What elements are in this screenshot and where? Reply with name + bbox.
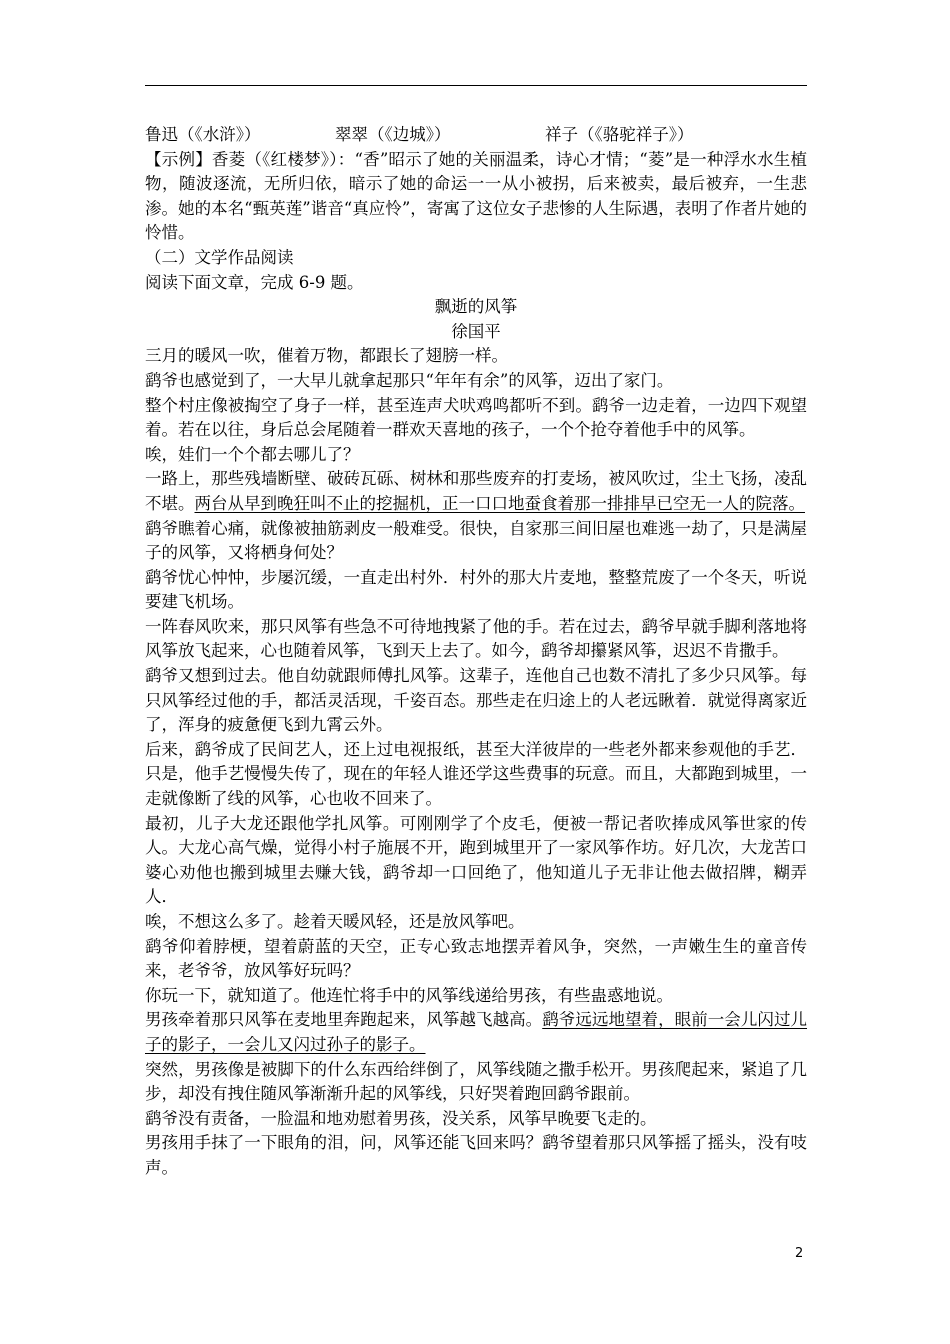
paragraph [145, 1008, 807, 1057]
page-content [145, 123, 807, 1181]
book-entry: 鲁迅（《水浒》） [145, 125, 261, 144]
paragraph: 男孩用手抹了一下眼角的泪，问，风筝还能飞回来吗？鹞爷望着那只风筝摇了摇头，没有吱声。 [145, 1133, 807, 1177]
paragraph: 鹞爷仰着脖梗，望着蔚蓝的天空，正专心致志地摆弄着风争，突然，一声嫩生生的童音传来，老爷爷，放风筝好玩吗？ [145, 936, 807, 981]
paragraph: 鹞爷瞧着心痛，就像被抽筋剥皮一般难受。很快，自家那三间旧屋也难逃一劫了，只是满屋子的风筝，又将栖身何处？ [145, 518, 807, 563]
paragraph: 一阵春风吹来，那只风筝有些急不可待地拽紧了他的手。若在过去，鹞爷早就手脚利落地将风筝放飞起来，心也随着风筝，飞到天上去了。如今，鹞爷却攥紧风筝，迟迟不肯撒手。 [145, 616, 807, 661]
article-title: 飘逝的风筝 [434, 297, 518, 317]
underlined-sentence: 鹞爷远远地望着，眼前一会儿闪过儿子的影子，一会儿又闪过孙子的影子。 [145, 1010, 808, 1054]
paragraph: 鹞爷没有责备，一脸温和地劝慰着男孩，没关系，风筝早晚要飞走的。 [145, 1108, 657, 1128]
paragraph: 后来，鹞爷成了民间艺人，还上过电视报纸，甚至大洋彼岸的一些老外都来参观他的手艺．只是，他手艺慢慢失传了，现在的年轻人谁还学这些费事的玩意。而且，大都跑到城里，一走就像断了线的风筝，心也收不回来了。 [145, 739, 807, 809]
example-answer: 【示例】香菱（《红楼梦》）：“香”昭示了她的关丽温柔，诗心才情；“菱”是一种浮水水生植物，随波逐流，无所归依，暗示了她的命运一一从小被拐，后来被卖，最后被弃，一生悲渗。她的本名“甄英莲”谐音“真应怜”，寄寓了这位女子悲惨的人生际遇，表明了作者片她的怜惜。 [145, 149, 807, 243]
paragraph: 唉，娃们一个个都去哪儿了？ [145, 444, 360, 464]
paragraph: 唉，不想这么多了。趁着天暖风轻，还是放风筝吧。 [145, 912, 525, 931]
instruction: 阅读下面文章，完成 6-9 题。 [145, 272, 364, 292]
paragraph-text: 男孩牵着那只风筝在麦地里奔跑起来，风筝越飞越高。 [145, 1010, 543, 1030]
paragraph-text: 一路上，那些残墙断壁、破砖瓦砾、树林和那些废弃的打麦场，被风吹过，尘土飞扬，凌乱不堪。 [145, 469, 807, 513]
book-entry: 祥子（《骆驼祥子》） [545, 125, 694, 144]
underlined-sentence: 两台从早到晚狂叫不止的挖掘机，正一口口地蚕食着那一排排早已空无一人的院落。 [194, 493, 805, 513]
article-author: 徐国平 [451, 321, 501, 341]
paragraph: 鹞爷忧心忡忡，步屡沉缓，一直走出村外．村外的那大片麦地，整整荒废了一个冬天，听说要建飞机场。 [145, 567, 807, 612]
paragraph: 鹞爷也感觉到了，一大早儿就拿起那只“年年有余”的风筝，迈出了家门。 [145, 370, 674, 390]
paragraph: 最初，儿子大龙还跟他学扎风筝。可刚刚学了个皮毛，便被一帮记者吹捧成风筝世家的传人。大龙心高气燥，觉得小村子施展不开，跑到城里开了一家风筝作坊。好几次，大龙苦口婆心劝他也搬到城里去赚大钱，鹞爷却一口回绝了，他知道儿子无非让他去做招牌，糊弄人． [145, 813, 807, 907]
paragraph: 鹞爷又想到过去。他自幼就跟师傅扎风筝。这辈子，连他自己也数不清扎了多少只风筝。每只风筝经过他的手，都活灵活现，千姿百态。那些走在归途上的人老远瞅着．就觉得离家近了，浑身的疲惫便飞到九霄云外。 [145, 666, 807, 735]
paragraph: 你玩一下，就知道了。他连忙将手中的风筝线递给男孩，有些蛊惑地说。 [145, 985, 673, 1005]
books-row [145, 123, 807, 148]
book-entry: 翠翠（《边城》） [335, 125, 451, 144]
paragraph [145, 467, 807, 516]
page-number: 2 [795, 1246, 804, 1261]
section-heading: （二）文学作品阅读 [145, 247, 294, 267]
paragraph: 三月的暖风一吹，催着万物，都跟长了翅膀一样。 [145, 346, 508, 366]
paragraph: 整个村庄像被掏空了身子一样，甚至连声犬吠鸡鸣都听不到。鹞爷一边走着，一边四下观望着。若在以往，身后总会尾随着一群欢天喜地的孩子，一个个抢夺着他手中的风筝。 [145, 395, 807, 440]
paragraph: 突然，男孩像是被脚下的什么东西给绊倒了，风筝线随之撒手松开。男孩爬起来，紧追了几步，却没有拽住随风筝渐渐升起的风筝线，只好哭着跑回鹞爷跟前。 [145, 1059, 807, 1104]
header-rule [145, 85, 807, 86]
